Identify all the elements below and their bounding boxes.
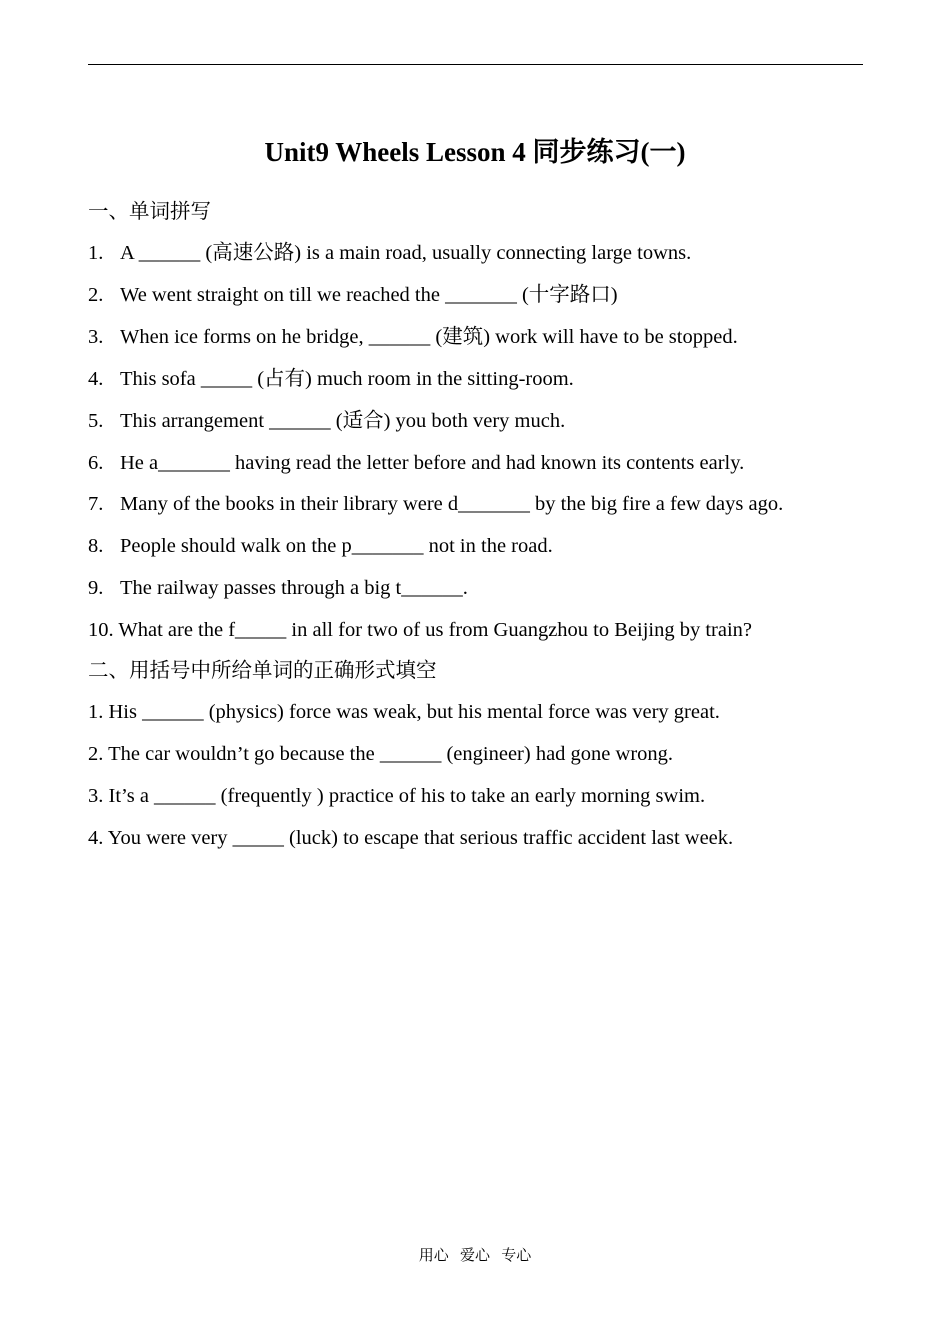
- item-text: When ice forms on he bridge, ______ (建筑) work will have to be stopped.: [120, 326, 738, 348]
- item-number: 7.: [88, 493, 104, 515]
- item-text: Many of the books in their library were d_______ by the big fire a few days ago.: [120, 493, 784, 515]
- page-footer: 用心 爱心 专心: [418, 1248, 532, 1264]
- section2-item-1: 1. His ______ (physics) force was weak, but his mental force was very great.: [88, 701, 720, 723]
- item-number: 5.: [88, 410, 104, 432]
- item-number: 2.: [88, 284, 104, 306]
- section1-item-7: [88, 491, 783, 517]
- item-number: 4.: [88, 368, 104, 390]
- item-number: 3.: [88, 326, 104, 348]
- item-text: The railway passes through a big t______.: [120, 577, 468, 599]
- section1-item-2: [88, 282, 618, 308]
- section2-item-3: 3. It’s a ______ (frequently ) practice of his to take an early morning swim.: [88, 785, 706, 807]
- section1-item-1: [88, 240, 691, 266]
- section2-heading: 二、用括号中所给单词的正确形式填空: [88, 660, 437, 682]
- section1-item-4: [88, 366, 574, 392]
- item-number: 9.: [88, 577, 104, 599]
- section1-item-10: [88, 617, 752, 643]
- item-text: People should walk on the p_______ not in the road.: [120, 535, 553, 557]
- section2-item-2: 2. The car wouldn’t go because the ______ (engineer) had gone wrong.: [88, 743, 674, 765]
- document-title: Unit9 Wheels Lesson 4 同步练习(一): [264, 137, 686, 167]
- section1-item-5: [88, 408, 565, 434]
- item-number: 1.: [88, 242, 104, 264]
- item-text: This arrangement ______ (适合) you both very much.: [120, 410, 566, 432]
- section1-item-3: [88, 324, 738, 350]
- item-number: 8.: [88, 535, 104, 557]
- section1-item-6: [88, 450, 744, 476]
- item-text: He a_______ having read the letter before and had known its contents early.: [120, 452, 745, 474]
- item-text: What are the f_____ in all for two of us from Guangzhou to Beijing by train?: [118, 619, 753, 641]
- item-text: A ______ (高速公路) is a main road, usually connecting large towns.: [120, 242, 692, 264]
- section1-item-8: [88, 533, 553, 559]
- item-number: 6.: [88, 452, 104, 474]
- section1-heading: 一、单词拼写: [88, 201, 211, 223]
- item-number: 10.: [88, 619, 114, 641]
- section1-item-9: [88, 575, 468, 601]
- header-rule: [88, 64, 863, 65]
- item-text: We went straight on till we reached the _______ (十字路口): [120, 284, 618, 306]
- section2-item-4: 4. You were very _____ (luck) to escape that serious traffic accident last week.: [88, 827, 734, 849]
- item-text: This sofa _____ (占有) much room in the sitting-room.: [120, 368, 574, 390]
